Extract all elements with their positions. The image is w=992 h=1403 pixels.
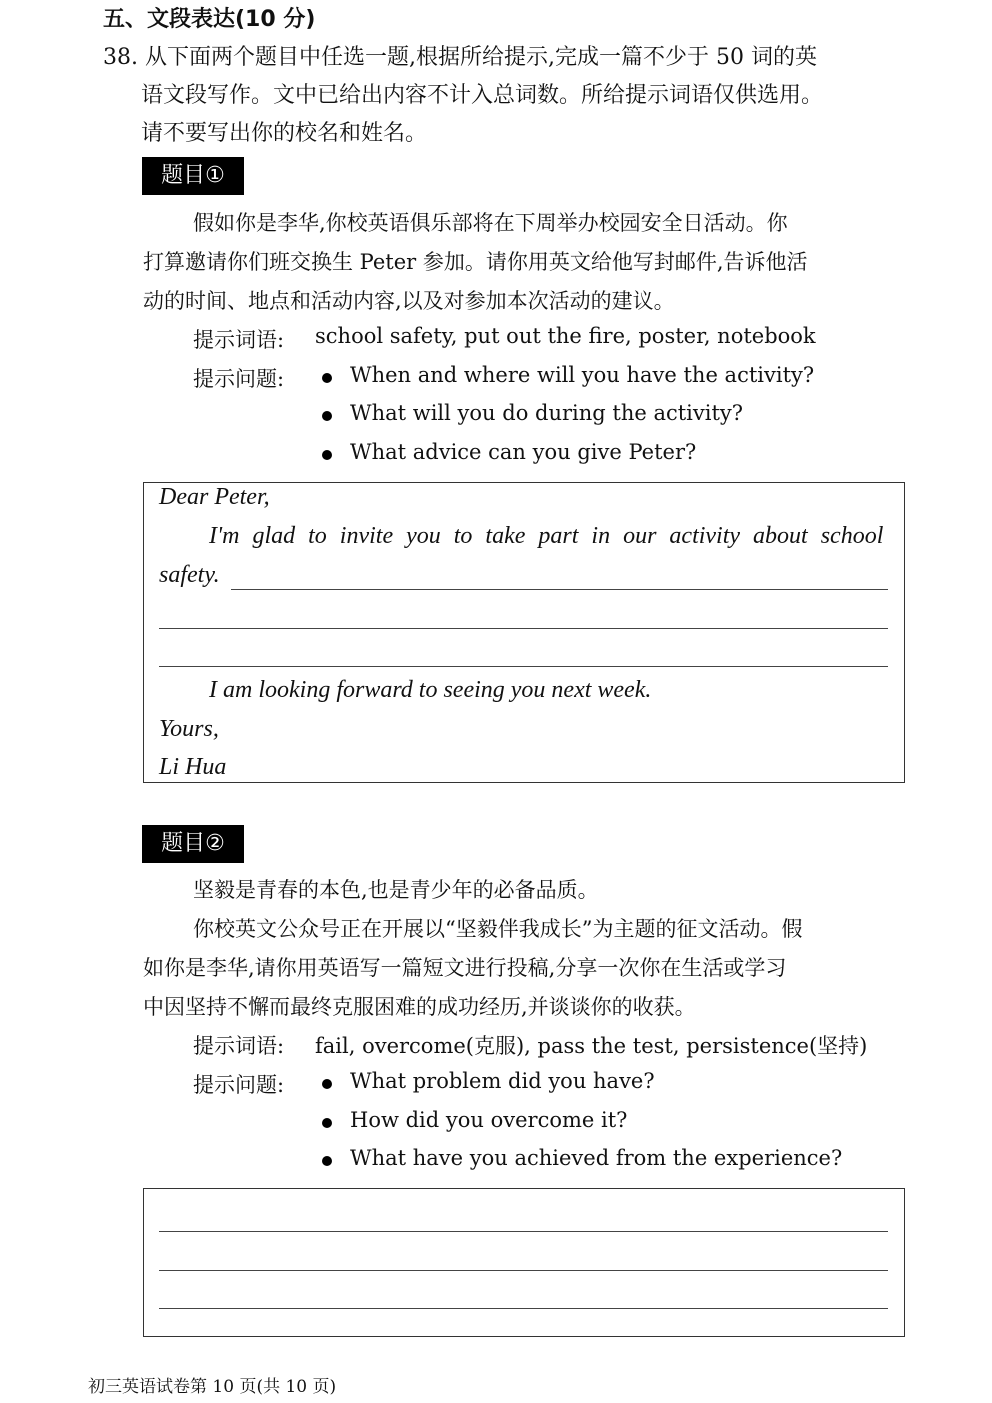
section-heading: 五、文段表达(10 分) [103,7,316,32]
topic-2-intro-line-4: 中因坚持不懈而最终克服困难的成功经历,并谈谈你的收获。 [143,995,696,1019]
answer-line[interactable] [159,1308,888,1309]
bullet-icon [322,1156,332,1166]
topic-1-intro-line-2: 打算邀请你们班交换生 Peter 参加。请你用英文给他写封邮件,告诉他活 [143,250,808,274]
letter-greeting: Dear Peter, [159,484,270,510]
topic-2-question-1: What problem did you have? [350,1069,655,1093]
bullet-icon [322,1079,332,1089]
question-38-line-1: 38. 从下面两个题目中任选一题,根据所给提示,完成一篇不少于 50 词的英 [103,45,817,70]
letter-name: Li Hua [159,754,227,780]
answer-line[interactable] [159,1231,888,1232]
topic-2-words-label: 提示词语: [193,1034,285,1058]
topic-2-words: fail, overcome(克服), pass the test, persistence(坚持) [315,1034,868,1058]
letter-closing: I am looking forward to seeing you next week. [209,677,652,703]
topic-2-intro-line-1: 坚毅是青春的本色,也是青少年的必备品质。 [193,878,599,902]
topic-1-intro-line-3: 动的时间、地点和活动内容,以及对参加本次活动的建议。 [143,289,675,313]
answer-line[interactable] [231,589,888,590]
topic-2-question-3: What have you achieved from the experience? [350,1146,843,1170]
bullet-icon [322,373,332,383]
topic-1-words-label: 提示词语: [193,328,285,352]
bullet-icon [322,411,332,421]
answer-line[interactable] [159,628,888,629]
topic-2-intro-line-2: 你校英文公众号正在开展以“坚毅伴我成长”为主题的征文活动。假 [193,917,803,941]
answer-line[interactable] [159,666,888,667]
topic-2-answer-box[interactable] [143,1188,905,1337]
topic-1-question-2: What will you do during the activity? [350,401,744,425]
page-footer: 初三英语试卷第 10 页(共 10 页) [88,1377,337,1397]
topic-2-question-2: How did you overcome it? [350,1108,628,1132]
topic-2-questions-label: 提示问题: [193,1073,285,1097]
letter-signoff: Yours, [159,716,219,742]
question-38-line-2: 语文段写作。文中已给出内容不计入总词数。所给提示词语仅供选用。 [141,83,824,108]
topic-2-tag: 题目② [142,825,244,863]
topic-1-tag: 题目① [142,157,244,195]
topic-2-intro-line-3: 如你是李华,请你用英语写一篇短文进行投稿,分享一次你在生活或学习 [143,956,787,980]
topic-1-question-1: When and where will you have the activity? [350,363,815,387]
bullet-icon [322,1118,332,1128]
letter-opening-line-2: safety. [159,562,220,588]
topic-1-intro-line-1: 假如你是李华,你校英语俱乐部将在下周举办校园安全日活动。你 [193,211,788,235]
answer-line[interactable] [159,1270,888,1271]
question-38-line-3: 请不要写出你的校名和姓名。 [141,121,428,146]
bullet-icon [322,450,332,460]
topic-1-question-3: What advice can you give Peter? [350,440,697,464]
letter-opening-line-1: I'm glad to invite you to take part in our activity about school [209,523,884,549]
topic-1-questions-label: 提示问题: [193,367,285,391]
topic-1-words: school safety, put out the fire, poster, notebook [315,324,816,348]
